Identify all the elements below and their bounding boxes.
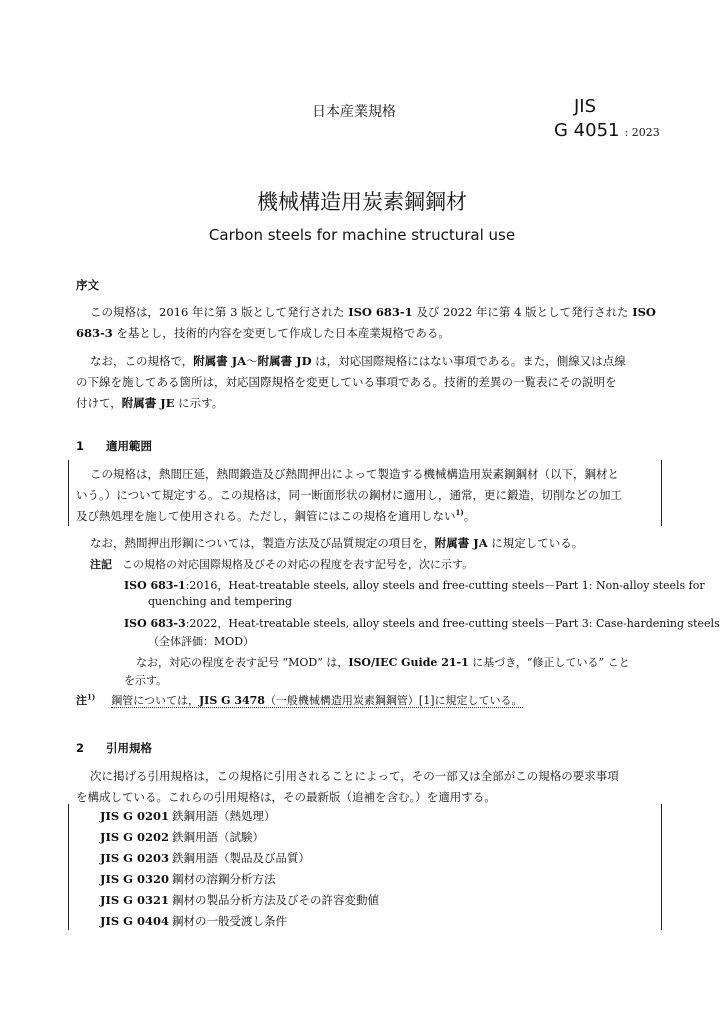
change-sidebar-right (661, 804, 662, 930)
reference-item (100, 808, 276, 824)
annex-ref: 附属書 JA (193, 354, 247, 368)
section1-p1-line3 (76, 508, 475, 524)
standard-number (554, 120, 660, 141)
preface-p2-line3 (76, 395, 223, 411)
reference-item (100, 829, 264, 845)
footnote-label: 注 (76, 694, 87, 707)
standard-year: : 2023 (624, 126, 660, 139)
text: なお，この規格で， (90, 354, 194, 368)
section-number: 2 (76, 741, 85, 755)
footnote-text (111, 694, 522, 708)
text: この規格は，2016 年に第 3 版として発行された (90, 305, 349, 319)
text: に規定している。 (487, 536, 584, 550)
iso-ref-2-line1 (124, 615, 720, 631)
mod-note-line2: を示す。 (124, 674, 168, 687)
note-label: 注記 (90, 558, 112, 571)
section-number: 1 (76, 439, 85, 453)
section-title: 引用規格 (106, 741, 153, 755)
iso-ref-2-line2: （全体評価：MOD） (148, 635, 255, 648)
change-sidebar-right (661, 460, 662, 526)
reference-code: JIS G 0321 (100, 893, 169, 907)
reference-item (100, 871, 276, 887)
section1-note (90, 556, 473, 572)
ref-code: JIS G 3478 (198, 694, 265, 707)
section2-p1-line2: を構成している。これらの引用規格は，その最新版（追補を含む。）を適用する。 (76, 790, 496, 804)
text: なお，熱間押出形鋼については，製造方法及び品質規定の項目を， (90, 536, 435, 550)
reference-item (100, 850, 310, 866)
text: :2022，Heat-treatable steels, alloy steels and free-cutting steels－Part 3: Case-hardening steels (185, 617, 720, 630)
text: 及び熱処理を施して使用される。ただし，鋼管にはこの規格を適用しない (76, 509, 456, 523)
section1-p2 (90, 535, 583, 551)
text: 鋼管については， (111, 694, 199, 707)
preface-p2-line1 (90, 353, 626, 369)
ref-code: ISO 683-3 (124, 617, 186, 630)
reference-item (100, 913, 287, 929)
reference-title: 鉄鋼用語（製品及び品質） (172, 851, 310, 865)
change-sidebar-left (68, 460, 69, 526)
text: なお，対応の程度を表す記号 “MOD” は， (136, 656, 349, 669)
preface-heading: 序文 (76, 278, 99, 292)
title-ja: 機械構造用炭素鋼鋼材 (257, 190, 467, 214)
section2-p1-line1: 次に掲げる引用規格は，この規格に引用されることによって，その一部又は全部がこの規格の要求事項 (90, 769, 619, 783)
section-title: 適用範囲 (106, 439, 153, 453)
note-text: この規格の対応国際規格及びその対応の程度を表す記号を，次に示す。 (122, 558, 474, 571)
preface-p2-line2: の下線を施してある箇所は，対応国際規格を変更している事項である。技術的差異の一覧表にその説明を (76, 375, 617, 389)
ref-code: 683-3 (76, 326, 113, 340)
section1-p1-line2: いう。）について規定する。この規格は，同一断面形状の鋼材に適用し，通常，更に鍛造，切削などの加工 (76, 488, 623, 502)
section1-heading (76, 438, 152, 454)
reference-title: 鉄鋼用語（試験） (172, 830, 264, 844)
reference-code: JIS G 0320 (100, 872, 169, 886)
footnote-ref: 1) (455, 508, 464, 518)
reference-code: JIS G 0202 (100, 830, 169, 844)
ref-code: ISO/IEC Guide 21-1 (348, 656, 469, 669)
annex-ref: 附属書 JE (121, 396, 175, 410)
reference-title: 鋼材の溶鋼分析方法 (172, 872, 276, 886)
iso-ref-1-line2: quenching and tempering (148, 595, 293, 608)
standard-type: 日本産業規格 (312, 104, 396, 120)
iso-ref-1-line1 (124, 577, 705, 593)
title-en: Carbon steels for machine structural use (208, 226, 516, 244)
text: 付けて， (76, 396, 122, 410)
ref-code: ISO (632, 305, 656, 319)
standard-number-code: G 4051 (554, 120, 620, 141)
reference-title: 鉄鋼用語（熱処理） (172, 809, 276, 823)
text: :2016，Heat-treatable steels, alloy steels and free-cutting steels－Part 1: Non-alloy steels for (185, 579, 705, 592)
preface-p1-line2 (76, 325, 450, 341)
text: は，対応国際規格にはない事項である。また，側線又は点線 (311, 354, 626, 368)
text: に基づき，“修正している” こと (468, 656, 630, 669)
preface-p1-line1 (90, 304, 656, 320)
annex-ref: 附属書 JA (434, 536, 488, 550)
ref-code: ISO 683-1 (124, 579, 186, 592)
footnote-ref: 1) (87, 692, 96, 702)
section1-p1-line1: この規格は，熱間圧延，熱間鍛造及び熱間押出によって製造する機械構造用炭素鋼鋼材（以下，鋼材と (90, 467, 619, 481)
text: に示す。 (174, 396, 224, 410)
annex-ref: 附属書 JD (257, 354, 312, 368)
text: 及び 2022 年に第 4 版として発行された (412, 305, 633, 319)
reference-title: 鋼材の製品分析方法及びその許容変動値 (172, 893, 379, 907)
reference-item (100, 892, 379, 908)
reference-code: JIS G 0203 (100, 851, 169, 865)
mod-note-line1 (136, 654, 630, 670)
ref-code: ISO 683-1 (348, 305, 413, 319)
change-sidebar-left (68, 804, 69, 930)
footnote (76, 692, 523, 708)
text: （一般機械構造用炭素鋼鋼管）[1]に規定している。 (264, 694, 523, 707)
text: 。 (463, 509, 476, 523)
text: を基とし，技術的内容を変更して作成した日本産業規格である。 (112, 326, 450, 340)
section2-heading (76, 740, 152, 756)
reference-code: JIS G 0404 (100, 914, 169, 928)
reference-title: 鋼材の一般受渡し条件 (172, 914, 287, 928)
text: 〜 (246, 354, 258, 368)
reference-code: JIS G 0201 (100, 809, 169, 823)
jis-label: JIS (574, 96, 597, 117)
